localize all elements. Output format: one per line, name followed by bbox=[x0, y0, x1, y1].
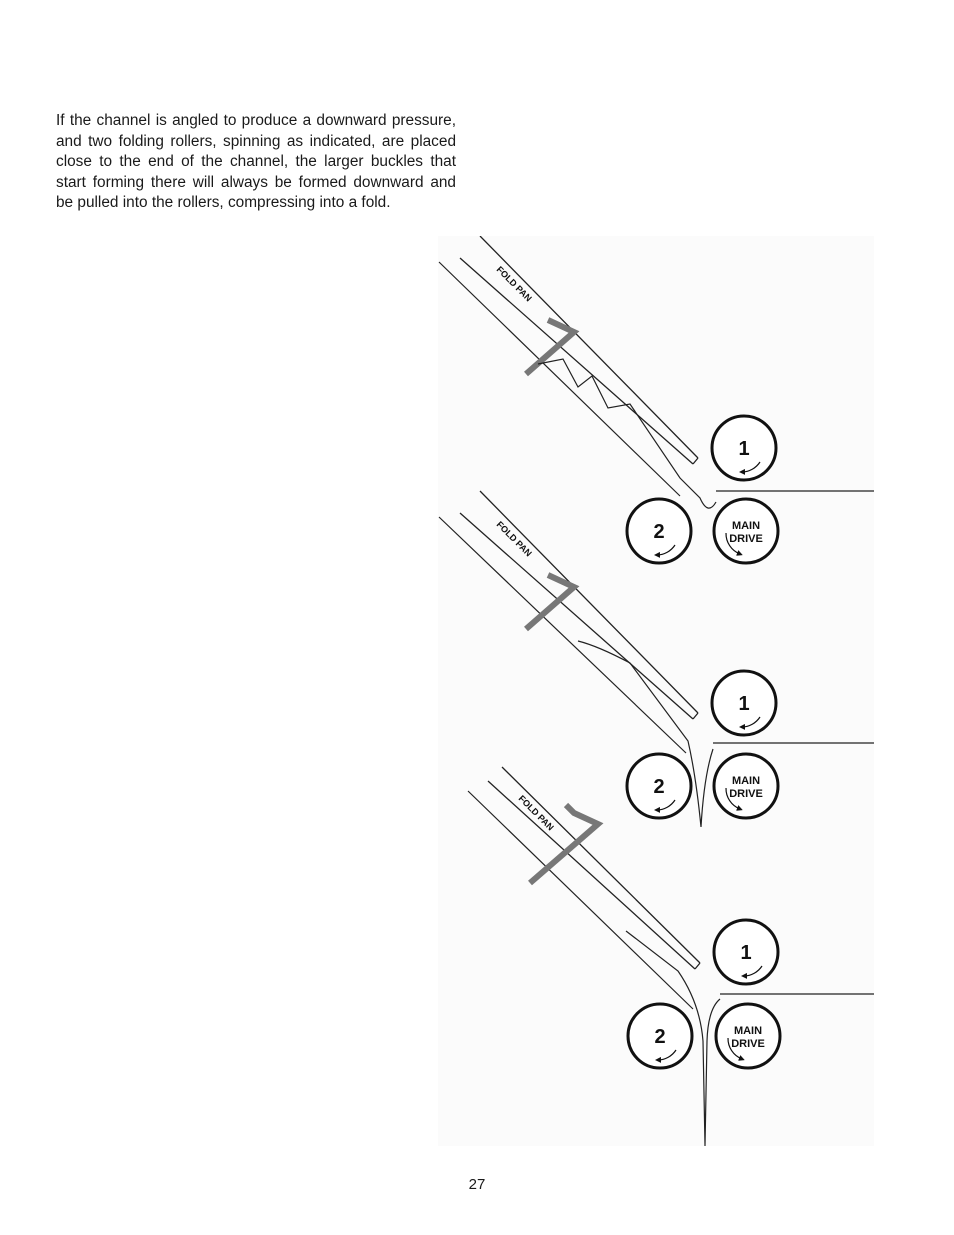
channel-top-line bbox=[480, 236, 698, 458]
body-paragraph: If the channel is angled to produce a downward pressure, and two folding rollers, spinning as indicated, are placed close to the end of the channel, the larger buckles that start forming there will always be formed downward and be pulled into the rollers, compressing into a fold. bbox=[56, 112, 456, 212]
fold-pan-diagram bbox=[438, 236, 874, 1146]
fold-pan-bracket bbox=[526, 575, 574, 629]
fold-sequence-svg bbox=[438, 236, 874, 1146]
roller-2-label: 2 bbox=[653, 776, 665, 798]
roller-1-label: 1 bbox=[740, 942, 752, 964]
main-drive-label-line1: MAIN bbox=[731, 775, 761, 787]
fold-pan-label: FOLD PAN bbox=[516, 793, 556, 833]
main-drive-label-line1: MAIN bbox=[731, 520, 761, 532]
page-number: 27 bbox=[468, 1176, 486, 1193]
main-drive-label-line1: MAIN bbox=[733, 1025, 763, 1037]
roller-1-label: 1 bbox=[738, 693, 750, 715]
channel-end bbox=[693, 458, 698, 464]
channel-end bbox=[693, 713, 698, 719]
paper-guide bbox=[439, 262, 680, 496]
main-drive-label-line2: DRIVE bbox=[729, 533, 763, 545]
main-drive-label-line2: DRIVE bbox=[731, 1038, 765, 1050]
channel-end bbox=[695, 963, 700, 969]
channel-bottom-line bbox=[460, 258, 693, 464]
fold-pan-label: FOLD PAN bbox=[494, 519, 534, 559]
roller-2-label: 2 bbox=[653, 521, 665, 543]
fold-stage-1 bbox=[439, 236, 874, 563]
fold-pan-label: FOLD PAN bbox=[494, 264, 534, 304]
paper-guide bbox=[468, 791, 693, 1009]
roller-1-label: 1 bbox=[738, 438, 750, 460]
main-drive-label-line2: DRIVE bbox=[729, 788, 763, 800]
paper-buckle bbox=[538, 359, 716, 508]
fold-stage-3 bbox=[468, 767, 874, 1146]
roller-2-label: 2 bbox=[654, 1026, 666, 1048]
